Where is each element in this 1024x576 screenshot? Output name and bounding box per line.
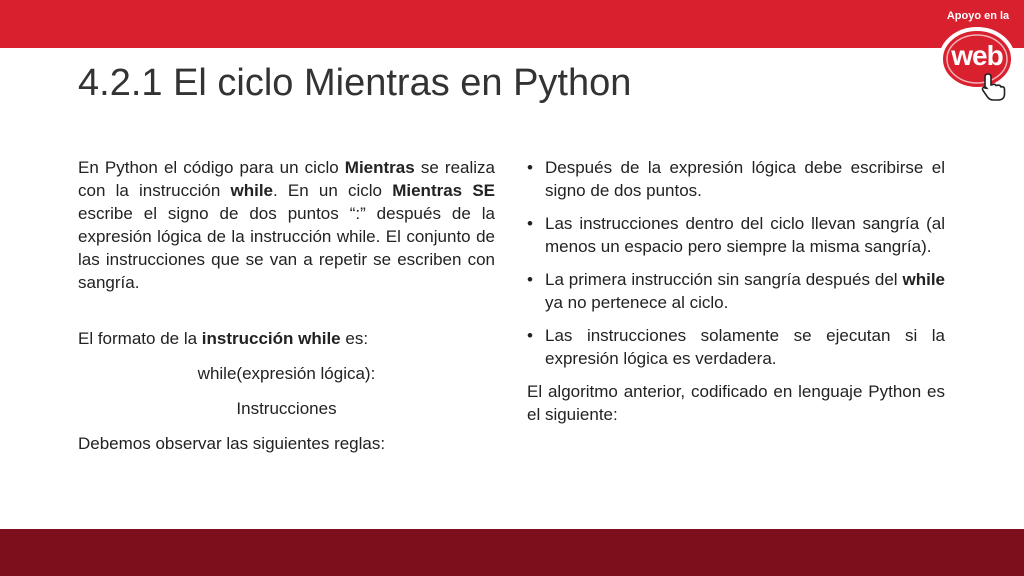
rules-intro: Debemos observar las siguientes reglas: [78, 434, 386, 453]
closing-paragraph: El algoritmo anterior, codificado en lenguaje Python es el siguiente: [527, 382, 945, 424]
top-banner [0, 0, 1024, 48]
bullet-icon: • [527, 214, 533, 233]
rule-item [527, 212, 945, 258]
text-run: Las instrucciones dentro del ciclo llevan sangría (al menos un espacio pero siempre la misma sangría). [545, 214, 945, 256]
bold-text-run: Mientras [344, 158, 415, 177]
rule-text [545, 326, 945, 368]
bold-text-run: instrucción while [201, 329, 341, 348]
format-line [78, 327, 495, 350]
rule-item [527, 324, 945, 370]
rule-item [527, 156, 945, 202]
logo-word: web [951, 40, 1003, 71]
hand-pointer-icon [980, 72, 1006, 102]
text-run: Después de la expresión lógica debe escribirse el signo de dos puntos. [545, 158, 945, 200]
bullet-icon: • [527, 326, 533, 345]
text-run: se realiza con la instrucción [78, 158, 495, 200]
right-column [527, 156, 945, 426]
bold-text-run: while [230, 181, 273, 200]
text-run: ya no pertenece al ciclo. [545, 293, 729, 312]
text-run: escribe el signo de dos puntos “:” después de la expresión lógica de la instrucción while. El conjunto de las instrucciones que se van a repetir se escriben con sangría. [78, 204, 495, 292]
syntax-line-while: while(expresión lógica): [197, 364, 376, 383]
page-title: 4.2.1 El ciclo Mientras en Python [78, 62, 632, 104]
rules-list [527, 156, 945, 370]
bold-text-run: Mientras SE [392, 181, 495, 200]
bullet-icon: • [527, 158, 533, 177]
bullet-icon: • [527, 270, 533, 289]
intro-paragraph [78, 156, 495, 294]
logo-caption: Apoyo en la [946, 10, 1010, 22]
text-run: En Python el código para un ciclo [78, 158, 345, 177]
text-run: . En un ciclo [273, 181, 393, 200]
syntax-line-instructions: Instrucciones [236, 399, 337, 418]
bottom-banner [0, 529, 1024, 576]
text-run: La primera instrucción sin sangría después del [545, 270, 903, 289]
text-run: es: [340, 329, 369, 348]
left-column [78, 156, 495, 455]
apoyo-web-logo [932, 4, 1024, 104]
rule-text [545, 214, 945, 256]
bold-text-run: while [902, 270, 945, 289]
rule-item [527, 268, 945, 314]
rule-text [545, 270, 945, 312]
text-run: El formato de la [78, 329, 202, 348]
text-run: Las instrucciones solamente se ejecutan si la expresión lógica es verdadera. [545, 326, 945, 368]
rule-text [545, 158, 945, 200]
